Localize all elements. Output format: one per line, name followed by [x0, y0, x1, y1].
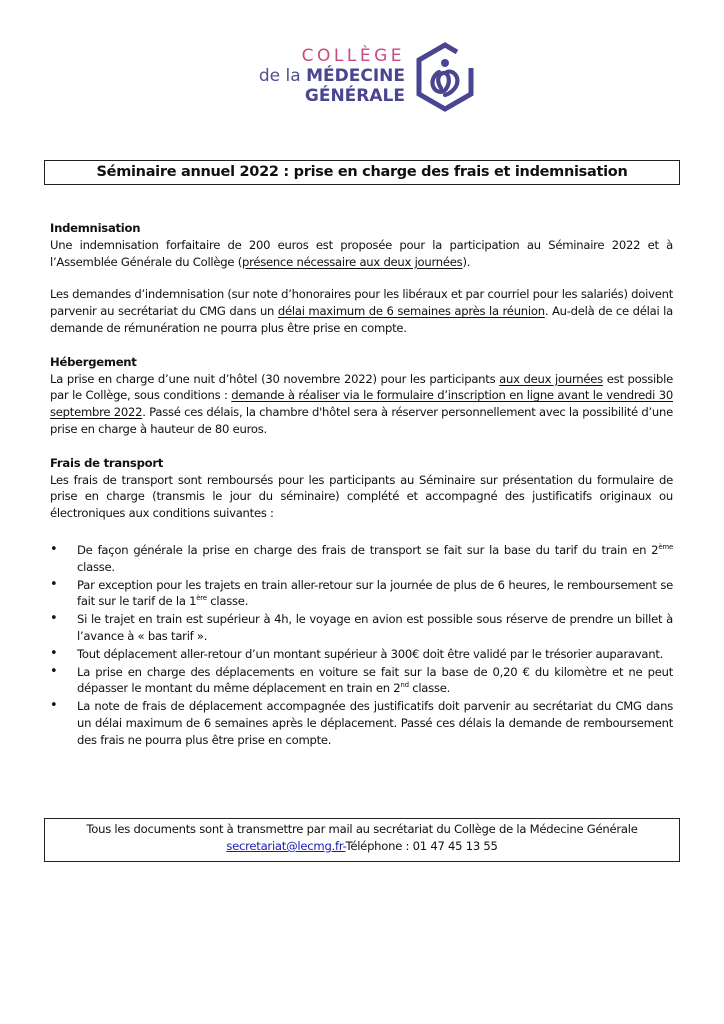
transport-conditions-list: [50, 542, 673, 749]
contact-box: [44, 818, 680, 862]
text: La note de frais de déplacement accompagnée des justificatifs doit parvenir au secrétariat du CMG dans un délai maximum de 6 semaines après le déplacement. Passé ces délais la demande de remboursement des frais ne pourra plus être prise en compte.: [77, 699, 673, 747]
superscript: ère: [196, 594, 207, 603]
hebergement-paragraph: [50, 371, 673, 438]
email-link[interactable]: secretariat@lecmg.fr-: [226, 839, 346, 853]
underlined-text: présence nécessaire aux deux journées: [242, 254, 463, 269]
hexagon-heart-icon: [413, 42, 477, 112]
superscript: nd: [400, 681, 409, 690]
logo-de-la: de la: [258, 66, 307, 86]
indemnisation-paragraph-2: [50, 286, 673, 336]
text: Par exception pour les trajets en train aller-retour sur la journée de plus de 6 heures, le remboursement se fait sur le tarif de la 1: [77, 577, 673, 609]
logo-line-generale: GÉNÉRALE: [304, 86, 405, 106]
text: classe.: [77, 559, 115, 574]
contact-instructions: Tous les documents sont à transmettre par mail au secrétariat du Collège de la Médecine Générale: [86, 822, 638, 836]
heading-hebergement: Hébergement: [50, 354, 137, 369]
text: Si le trajet en train est supérieur à 4h, le voyage en avion est possible sous réserve de prendre un billet à l’avance à « bas tarif ».: [77, 612, 673, 643]
indemnisation-paragraph-1: [50, 237, 673, 271]
transport-intro: Les frais de transport sont remboursés pour les participants au Séminaire sur présentation du formulaire de prise en charge (transmis le jour du séminaire) complété et accompagné des justificatifs originaux ou électroniques aux conditions suivantes :: [50, 472, 673, 521]
text: Tout déplacement aller-retour d’un montant supérieur à 300€ doit être validé par le trésorier auparavant.: [77, 646, 664, 661]
text: Les demandes d’indemnisation (sur note d’honoraires pour les libéraux et par courriel pour les salariés) doivent parvenir au secrétariat du CMG dans un: [50, 287, 673, 319]
text: classe.: [408, 681, 451, 696]
heading-transport: Frais de transport: [50, 455, 164, 470]
text: Une indemnisation forfaitaire de 200 euros est proposée pour la participation au Séminaire 2022 et à l’Assemblée Générale du Collège (: [50, 237, 673, 269]
text: De façon générale la prise en charge des frais de transport se fait sur la base du tarif du train en 2: [77, 542, 659, 557]
contact-line: [45, 838, 679, 855]
list-item: [77, 542, 673, 576]
list-item: [77, 577, 673, 611]
text: . Passé ces délais, la chambre d'hôtel sera à réserver personnellement avec la possibilité d’une prise en charge à hauteur de 80 euros.: [50, 405, 673, 436]
underlined-text: aux deux journées: [499, 371, 603, 386]
list-item: [77, 664, 673, 698]
cmg-logo: [250, 40, 480, 115]
document-body: [50, 220, 673, 765]
text: La prise en charge des déplacements en voiture se fait sur la base de 0,20 € du kilomètre et ne peut dépasser le montant du même déplacement en train en 2: [77, 664, 673, 696]
phone-number: Téléphone : 01 47 45 13 55: [345, 839, 498, 853]
section-hebergement: [50, 354, 673, 438]
text: est possible par le Collège, sous conditions :: [50, 371, 673, 403]
list-item: [77, 646, 673, 663]
document-title: Séminaire annuel 2022 : prise en charge des frais et indemnisation: [44, 160, 680, 185]
heading-indemnisation: Indemnisation: [50, 221, 141, 235]
text: . Au-delà de ce délai la demande de rémunération ne pourra plus être prise en compte.: [50, 304, 673, 335]
text: La prise en charge d’une nuit d’hôtel (30 novembre 2022) pour les participants: [50, 371, 500, 386]
text: ).: [462, 254, 471, 269]
section-transport: [50, 455, 673, 749]
text: classe.: [206, 594, 249, 609]
logo-medecine: MÉDECINE: [306, 66, 405, 86]
logo-wordmark: [250, 46, 405, 106]
logo-line-college: COLLÈGE: [301, 46, 405, 66]
underlined-text: délai maximum de 6 semaines après la réunion: [277, 304, 545, 319]
logo-line-medecine: [250, 66, 405, 86]
list-item: [77, 611, 673, 645]
underlined-text: demande à réaliser via le formulaire d’inscription en ligne avant le vendredi 30 septembre 2022: [50, 388, 673, 420]
list-item: [77, 698, 673, 748]
section-indemnisation: [50, 220, 673, 337]
superscript: ème: [658, 542, 673, 551]
